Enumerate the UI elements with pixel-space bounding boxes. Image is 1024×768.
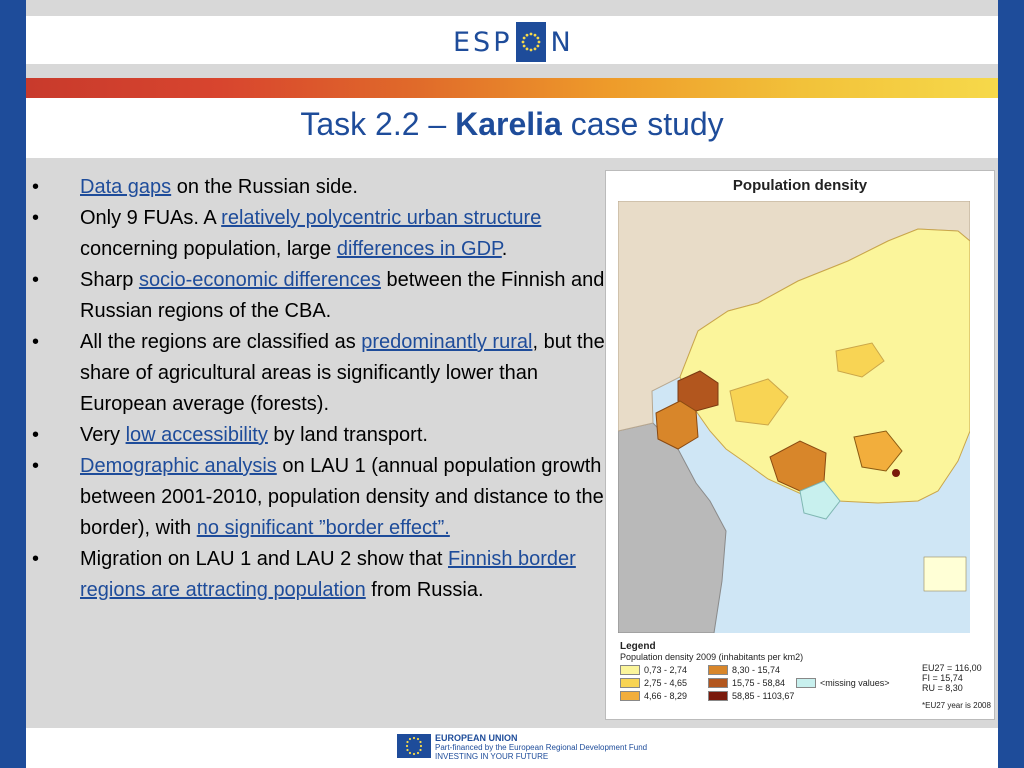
eu-funding-text [435,734,647,761]
bullet-text: Very [80,424,126,446]
bullet-item [32,172,612,203]
legend-item [708,691,794,701]
bullet-item [32,420,612,451]
bullet-link-text[interactable]: socio-economic differences [138,269,381,291]
logo-text-right: N [550,26,574,58]
bullet-text: All the regions are classified as [80,331,362,353]
legend-label: 2,75 - 4,65 [644,678,688,688]
legend-swatch [708,691,728,701]
bullet-dot: • [32,269,40,291]
legend-title: Legend [620,641,656,652]
legend-swatch [620,678,640,688]
espon-logo [453,24,574,60]
legend-note: *EU27 year is 2008 [922,701,991,710]
bullet-link-text[interactable]: predominantly rural [361,331,533,353]
bullet-text: Sharp [80,269,139,291]
logo-text-left: ESP [453,26,513,58]
decorative-map-band [26,78,998,98]
bullet-item [32,544,612,606]
legend-swatch [708,665,728,675]
stat-fi: FI = 15,74 [922,673,963,683]
bullet-dot: • [32,548,40,570]
legend-item [796,678,890,688]
title-part-3: case study [561,106,724,142]
legend-label: 4,66 - 8,29 [644,691,688,701]
title-part-1: Task 2.2 – [300,106,456,142]
bullet-text: Migration on LAU 1 and LAU 2 show that [80,548,448,570]
bullet-link-text[interactable]: Demographic analysis [80,455,277,477]
slide-title [26,106,998,143]
legend-item [708,665,780,675]
legend-swatch [620,691,640,701]
eu-flag-icon [397,734,431,758]
legend-label: 15,75 - 58,84 [732,678,786,688]
title-bar [26,98,998,158]
legend-label: 58,85 - 1103,67 [732,691,795,701]
stat-eu27: EU27 = 116,00 [922,663,982,673]
bullet-text: Only 9 FUAs. A [80,207,222,229]
footer [26,728,998,768]
bullet-dot: • [32,176,40,198]
stat-ru: RU = 8,30 [922,683,963,693]
bullet-text: , but the share of agricultural areas is significantly lower than European average (forests). [80,331,605,415]
legend-label: <missing values> [820,678,890,688]
legend-item [620,678,687,688]
legend-swatch [708,678,728,688]
bullet-item [32,265,612,327]
bullet-text: by land transport. [267,424,428,446]
bullet-text: between the Finnish and Russian regions of the CBA. [80,269,605,322]
bullet-dot: • [32,331,40,353]
region-class-6 [892,469,900,477]
bullet-link-text[interactable]: differences in GDP [336,238,502,260]
legend-stats [922,663,982,693]
map-figure [605,170,995,720]
title-part-2: Karelia [455,106,562,142]
bullet-link-text[interactable]: Data gaps [80,176,172,198]
map-title: Population density [732,177,868,194]
bullet-link-text[interactable]: Finnish border regions are attracting population [80,548,576,601]
legend-swatch [796,678,816,688]
legend-item [708,678,785,688]
globe-icon [516,22,546,62]
legend-label: 8,30 - 15,74 [732,665,781,675]
bullet-dot: • [32,207,40,229]
eu-line-1: EUROPEAN UNION [435,733,518,743]
map-svg [618,201,970,633]
header [26,16,998,64]
bullet-text: from Russia. [365,579,484,601]
bullet-text: on the Russian side. [171,176,358,198]
bullet-text: on LAU 1 (annual population growth between 2001-2010, population density and distance to the border), with [80,455,604,539]
legend-subtitle: Population density 2009 (inhabitants per km2) [620,652,804,662]
legend-item [620,691,687,701]
bullet-item [32,327,612,420]
legend-swatch [620,665,640,675]
bullet-link-text[interactable]: low accessibility [125,424,268,446]
bullet-link-text[interactable]: no significant ”border effect”. [196,517,450,539]
map-inset-note-box [924,557,966,591]
bullet-list [32,172,612,606]
eu-line-2: Part-financed by the European Regional Development Fund [435,743,648,752]
bullet-link-text[interactable]: relatively polycentric urban structure [221,207,542,229]
slide [26,0,998,768]
eu-line-3: INVESTING IN YOUR FUTURE [435,752,549,761]
legend-label: 0,73 - 2,74 [644,665,688,675]
bullet-dot: • [32,424,40,446]
bullet-item [32,451,612,544]
bullet-text: concerning population, large [80,238,337,260]
legend-item [620,665,687,675]
bullet-item [32,203,612,265]
bullet-text: . [501,238,508,260]
bullet-dot: • [32,455,40,477]
